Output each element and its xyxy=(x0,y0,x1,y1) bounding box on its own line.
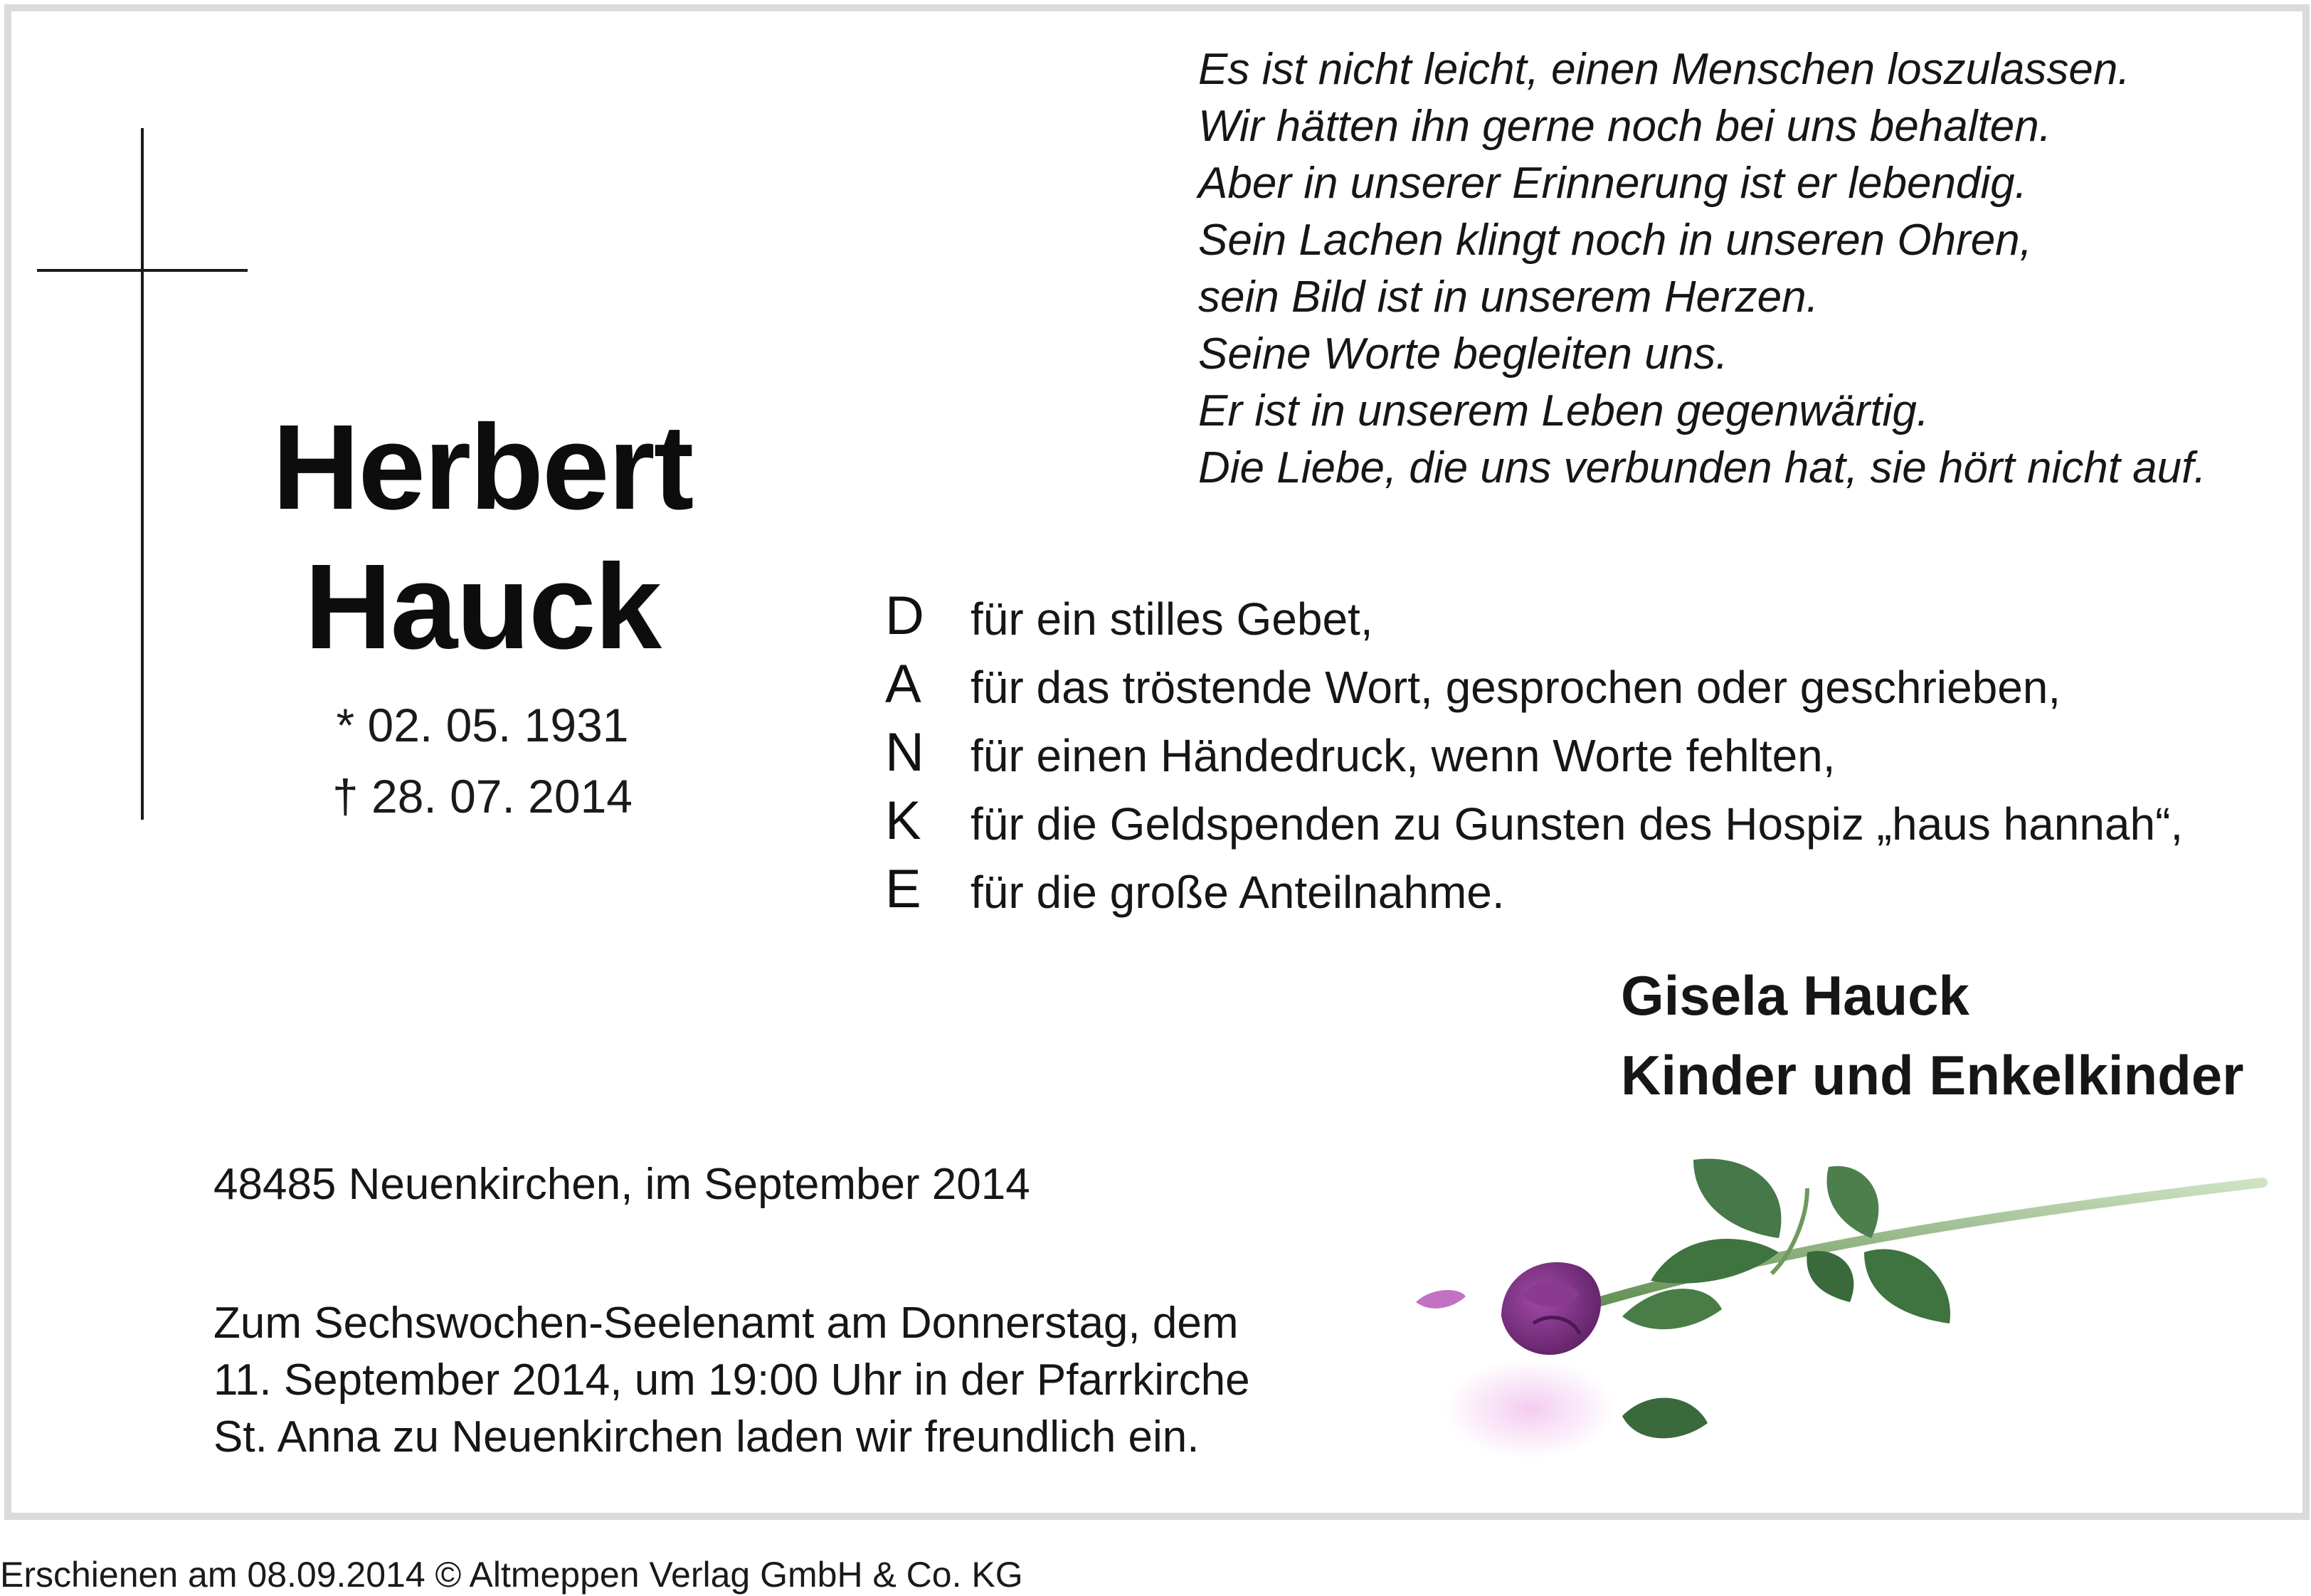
poem-line: Seine Worte begleiten uns. xyxy=(1198,329,1728,379)
family-members: Kinder und Enkelkinder xyxy=(1621,1044,2244,1106)
loose-petal xyxy=(1416,1290,1466,1309)
danke-text: für das tröstende Wort, gesprochen oder geschrieben, xyxy=(971,662,2061,713)
danke-letter: A xyxy=(885,654,921,714)
place-and-date: 48485 Neuenkirchen, im September 2014 xyxy=(213,1160,1030,1209)
danke-text: für die Geldspenden zu Gunsten des Hospiz „haus hannah“, xyxy=(971,798,2184,850)
poem-line: Wir hätten ihn gerne noch bei uns behalten. xyxy=(1198,102,2051,151)
danke-letter: D xyxy=(885,586,924,646)
leaf xyxy=(1807,1251,1853,1302)
deceased-first-name: Herbert xyxy=(272,400,693,535)
danke-text: für ein stilles Gebet, xyxy=(971,593,1373,645)
memorial-invitation xyxy=(213,1295,1250,1466)
danke-letter: N xyxy=(885,722,924,783)
poem-line: Aber in unserer Erinnerung ist er lebendig. xyxy=(1198,159,2027,208)
danke-text: für die große Anteilnahme. xyxy=(971,867,1505,918)
rose-reflection xyxy=(1444,1359,1615,1459)
danke-letter: E xyxy=(885,859,921,919)
publication-footer: Erschienen am 08.09.2014 © Altmeppen Verlag GmbH & Co. KG xyxy=(0,1555,1023,1595)
leaf xyxy=(1651,1239,1779,1284)
rose-bloom xyxy=(1501,1262,1601,1355)
danke-row xyxy=(885,582,2301,650)
danke-acrostic xyxy=(885,582,2301,924)
leaf xyxy=(1864,1249,1950,1323)
poem-line: Er ist in unserem Leben gegenwärtig. xyxy=(1198,386,1930,435)
deceased-last-name: Hauck xyxy=(304,539,661,675)
poem-line: Es ist nicht leicht, einen Menschen loszulassen. xyxy=(1198,45,2130,94)
danke-row xyxy=(885,787,2301,855)
poem-line: Die Liebe, die uns verbunden hat, sie hört nicht auf. xyxy=(1198,443,2206,492)
leaf xyxy=(1827,1166,1879,1238)
cross-horizontal-bar xyxy=(37,269,248,272)
danke-letter: K xyxy=(885,791,921,851)
leaf xyxy=(1693,1158,1781,1238)
death-date: † 28. 07. 2014 xyxy=(332,770,633,823)
memorial-poem xyxy=(1198,41,2294,497)
invitation-line: St. Anna zu Neuenkirchen laden wir freundlich ein. xyxy=(213,1412,1200,1462)
danke-row xyxy=(885,719,2301,787)
danke-text: für einen Händedruck, wenn Worte fehlten, xyxy=(971,730,1836,781)
poem-line: sein Bild ist in unserem Herzen. xyxy=(1198,273,1819,322)
poem-line: Sein Lachen klingt noch in unseren Ohren, xyxy=(1198,216,2032,265)
birth-date: * 02. 05. 1931 xyxy=(336,699,629,751)
invitation-line: Zum Sechswochen-Seelenamt am Donnerstag, dem xyxy=(213,1299,1239,1348)
cross-vertical-bar xyxy=(141,128,144,820)
rose-icon xyxy=(1409,1131,2277,1501)
invitation-line: 11. September 2014, um 19:00 Uhr in der Pfarrkirche xyxy=(213,1355,1250,1405)
danke-row xyxy=(885,855,2301,924)
danke-row xyxy=(885,650,2301,719)
family-name: Gisela Hauck xyxy=(1621,964,1969,1027)
leaf xyxy=(1622,1398,1708,1439)
